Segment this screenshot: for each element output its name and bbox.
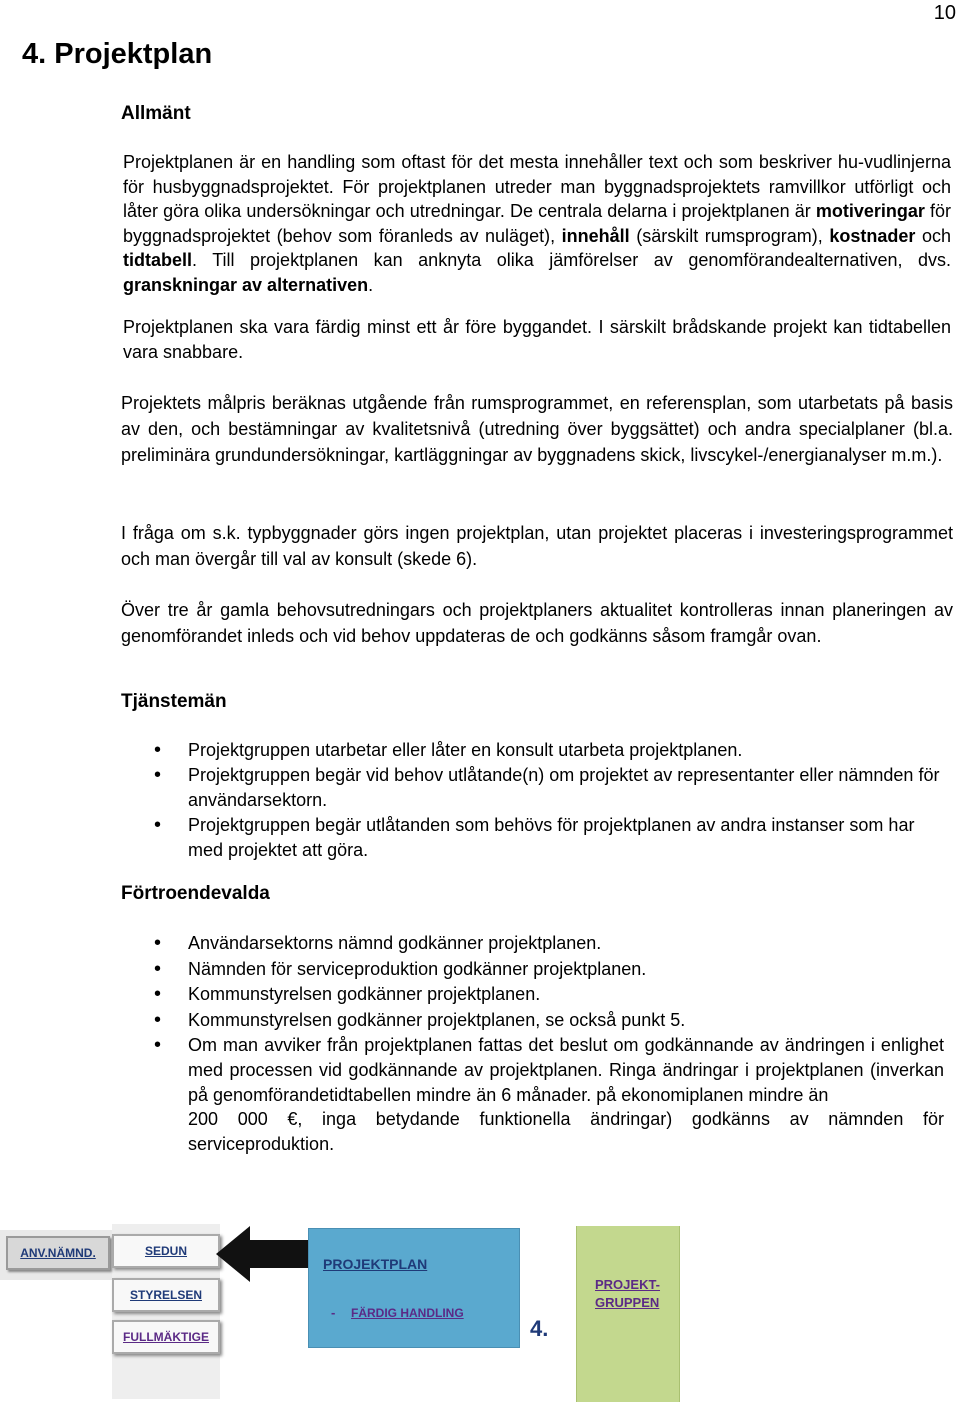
box-sedun: SEDUN: [112, 1234, 220, 1268]
heading-fortroendevalda: Förtroendevalda: [121, 883, 270, 904]
arrow-left-icon: [214, 1224, 314, 1284]
paragraph-type-buildings: I fråga om s.k. typbyggnader görs ingen projektplan, utan projektet placeras i investeringsprogrammet och man övergår till val av konsult (skede 6).: [121, 523, 953, 569]
list-fortroendevalda: [154, 931, 944, 1157]
list-item: • Användarsektorns nämnd godkänner projektplanen.: [154, 931, 944, 956]
page-number: 10: [933, 2, 956, 24]
box-anv-namnd: ANV.NÄMND.: [6, 1236, 110, 1270]
process-diagram: [0, 1222, 960, 1403]
list-item: • Om man avviker från projektplanen fattas det beslut om godkännande av ändringen i enlighet med processen vid godkännande av projektplanen. Ringa ändringar i projektplanen (inverkan på genomförandetidtabellen mindre än 6 månader. på ekonomiplanen mindre än 200 000 €, inga betydande funktionella ändringar) godkänns av nämnden för serviceproduktion.: [154, 1033, 944, 1156]
list-tjansteman: [154, 738, 944, 863]
list-item: • Kommunstyrelsen godkänner projektplanen, se också punkt 5.: [154, 1008, 944, 1033]
step-number: 4.: [530, 1316, 549, 1341]
box-projektplan: [308, 1228, 520, 1348]
chapter-title: 4. Projektplan: [22, 38, 213, 70]
paragraph-target-price: Projektets målpris beräknas utgående från rumsprogrammet, en referensplan, som utarbetats på basis av den, och bestämningar av kvalitetsnivå (utredning över byggsättet) och andra specialplaner (bl.a. preliminära grundundersökningar, kartläggningar av byggnadens skick, livscykel-/energianalyser m.m.).: [121, 393, 953, 465]
list-item: • Projektgruppen begär vid behov utlåtande(n) om projektet av representanter eller nämnden för användarsektorn.: [154, 763, 944, 812]
list-item: • Projektgruppen begär utlåtanden som behövs för projektplanen av andra instanser som har med projektet att göra.: [154, 813, 944, 862]
projektplan-label: PROJEKTPLAN: [323, 1256, 428, 1272]
list-item: • Projektgruppen utarbetar eller låter en konsult utarbeta projektplanen.: [154, 738, 944, 762]
list-item: • Kommunstyrelsen godkänner projektplanen.: [154, 982, 944, 1007]
list-item: • Nämnden för serviceproduktion godkänner projektplanen.: [154, 957, 944, 982]
heading-allmant: Allmänt: [121, 103, 191, 124]
box-projektgruppen: [576, 1226, 680, 1402]
dash-label: -: [331, 1305, 336, 1320]
heading-tjansteman: Tjänstemän: [121, 691, 227, 712]
projektgruppen-label: PROJEKT- GRUPPEN: [595, 1277, 661, 1310]
paragraph-update: Över tre år gamla behovsutredningars och projektplaners aktualitet kontrolleras innan planeringen av genomförandet inleds och vid behov uppdateras de och godkänns såsom framgår ovan.: [121, 600, 953, 646]
paragraph-schedule: Projektplanen ska vara färdig minst ett år före byggandet. I särskilt brådskande projekt kan tidtabellen vara snabbare.: [123, 317, 951, 362]
paragraph-intro: Projektplanen är en handling som oftast för det mesta innehåller text och som beskriver hu-vudlinjerna för husbyggnadsprojektet. För projektplanen utreder man byggnadsprojektets ramvillkor utförligt och låter göra olika undersökningar och utredningar. De centrala delarna i projektplanen är motiveringar för byggnadsprojektet (behov som föranleds av nuläget), innehåll (särskilt rumsprogram), kostnader och tidtabell. Till projektplanen kan anknyta olika jämförelser av genomförandealternativen, dvs. granskningar av alternativen.: [123, 152, 951, 295]
box-styrelsen: STYRELSEN: [112, 1278, 220, 1312]
box-fullmaktige: FULLMÄKTIGE: [112, 1320, 220, 1354]
fardig-handling-label: FÄRDIG HANDLING: [351, 1306, 464, 1320]
